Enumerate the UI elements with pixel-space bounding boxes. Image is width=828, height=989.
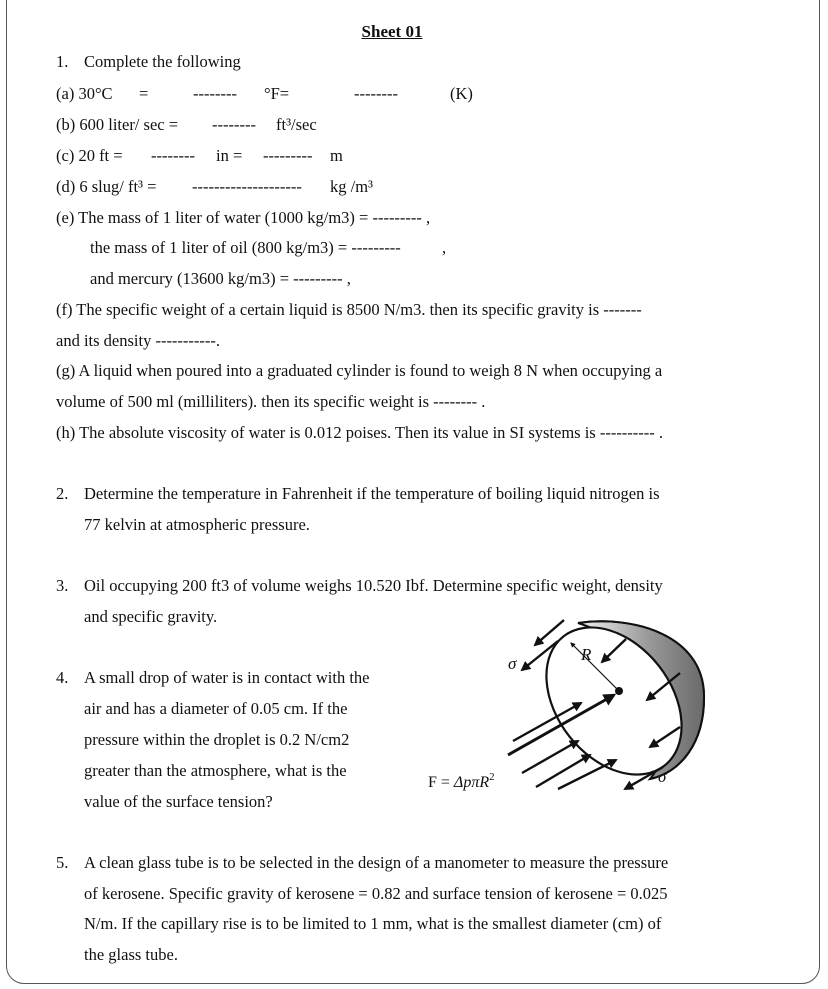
- q1-heading: Complete the following: [84, 52, 241, 71]
- q1a-unit-f: °F=: [264, 84, 290, 103]
- q1f-line1: (f) The specific weight of a certain liquid is 8500 N/m3. then its specific gravity is -------: [56, 300, 642, 319]
- q2-number: 2.: [56, 484, 69, 503]
- force-formula: [428, 771, 495, 791]
- q1a-equals: =: [139, 84, 149, 103]
- q2-line1: Determine the temperature in Fahrenheit if the temperature of boiling liquid nitrogen is: [84, 484, 660, 503]
- formula-prefix: F =: [428, 774, 454, 791]
- droplet-force-diagram: [418, 615, 718, 800]
- q5-line3: N/m. If the capillary rise is to be limited to 1 mm, what is the smallest diameter (cm) of: [84, 914, 662, 933]
- q1c-label: (c) 20 ft =: [56, 146, 123, 165]
- q5-line1: A clean glass tube is to be selected in the design of a manometer to measure the pressure: [84, 853, 669, 872]
- q1a-unit-k: (K): [450, 84, 473, 103]
- q1d-blank: --------------------: [192, 177, 302, 196]
- q1g-line2: volume of 500 ml (milliliters). then its specific weight is -------- .: [56, 392, 486, 411]
- sigma-label-top: σ: [508, 654, 517, 673]
- q1b-unit: ft³/sec: [276, 115, 317, 134]
- radius-label: R: [581, 645, 592, 664]
- q1d-unit: kg /m³: [330, 177, 373, 196]
- q5-line4: the glass tube.: [84, 945, 178, 964]
- q4-line4: greater than the atmosphere, what is the: [84, 761, 347, 780]
- q1e-line3: and mercury (13600 kg/m3) = --------- ,: [90, 269, 351, 288]
- q1c-unit: m: [330, 146, 343, 165]
- q3-line2: and specific gravity.: [84, 607, 218, 626]
- q3-line1: Oil occupying 200 ft3 of volume weighs 10.520 Ibf. Determine specific weight, density: [84, 576, 663, 595]
- formula-exponent: 2: [489, 771, 495, 783]
- sigma-label-bottom: σ: [658, 767, 667, 786]
- q1c-blank-m: ---------: [263, 146, 313, 165]
- q3-number: 3.: [56, 576, 69, 595]
- q1h-line: (h) The absolute viscosity of water is 0.012 poises. Then its value in SI systems is ---------- .: [56, 423, 664, 442]
- q1a-label: (a) 30°C: [56, 84, 113, 103]
- pressure-arrow: [558, 760, 616, 789]
- sheet-title: Sheet 01: [361, 22, 423, 41]
- q1e-line2: the mass of 1 liter of oil (800 kg/m3) = ---------: [90, 238, 401, 257]
- q1e-line1: (e) The mass of 1 liter of water (1000 kg/m3) = --------- ,: [56, 208, 431, 227]
- q1c-blank-in: --------: [151, 146, 195, 165]
- center-dot: [615, 687, 623, 695]
- q1d-label: (d) 6 slug/ ft³ =: [56, 177, 157, 196]
- formula-body: ΔpπR: [453, 774, 490, 791]
- q1a-blank-f: --------: [193, 84, 237, 103]
- q1c-mid: in =: [216, 146, 243, 165]
- q4-line2: air and has a diameter of 0.05 cm. If the: [84, 699, 348, 718]
- q1b-label: (b) 600 liter/ sec =: [56, 115, 179, 134]
- q4-line3: pressure within the droplet is 0.2 N/cm2: [84, 730, 350, 749]
- q4-line1: A small drop of water is in contact with the: [84, 668, 370, 687]
- q1g-line1: (g) A liquid when poured into a graduated cylinder is found to weigh 8 N when occupying a: [56, 361, 663, 380]
- q1-number: 1.: [56, 52, 69, 71]
- q1a-blank-k: --------: [354, 84, 398, 103]
- q4-number: 4.: [56, 668, 69, 687]
- q1e-line2-comma: ,: [442, 238, 447, 257]
- q5-number: 5.: [56, 853, 69, 872]
- q1f-line2: and its density -----------.: [56, 331, 221, 350]
- q1b-blank: --------: [212, 115, 256, 134]
- q4-line5: value of the surface tension?: [84, 792, 273, 811]
- q2-line2: 77 kelvin at atmospheric pressure.: [84, 515, 310, 534]
- q5-line2: of kerosene. Specific gravity of kerosene = 0.82 and surface tension of kerosene = 0.025: [84, 884, 668, 903]
